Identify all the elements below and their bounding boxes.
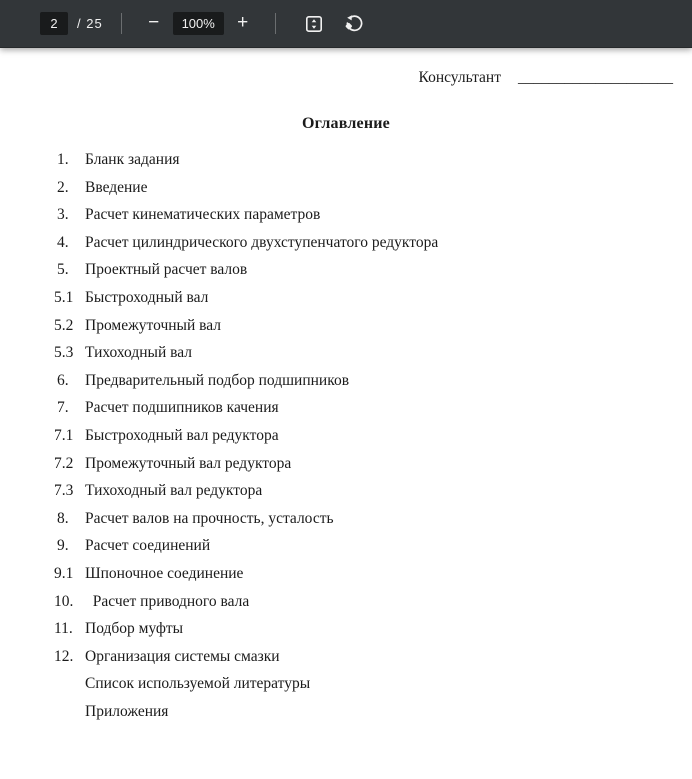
zoom-in-button[interactable]: + (229, 10, 257, 38)
toc-item-number: 9.1 (54, 564, 74, 582)
pdf-toolbar (0, 0, 692, 48)
toolbar-separator (275, 13, 276, 34)
toc-item (0, 615, 692, 643)
toc-item-label: Список используемой литературы (85, 675, 311, 693)
toc-item-label: Подбор муфты (85, 620, 184, 638)
toc-item (0, 560, 692, 588)
rotate-counterclockwise-button[interactable] (340, 10, 368, 38)
toc-item-number: 5. (57, 261, 69, 279)
toc-item-label: Быстроходный вал (85, 288, 209, 306)
toc-item-number: 6. (57, 371, 69, 389)
toc-item-label: Расчет кинематических параметров (85, 206, 321, 224)
toc-item (0, 229, 692, 257)
toc-item (0, 146, 692, 174)
toc-item-label: Быстроходный вал редуктора (85, 426, 279, 444)
toc-item (0, 422, 692, 450)
toc-item-label: Тихоходный вал (85, 344, 192, 362)
zoom-out-button[interactable]: − (140, 10, 168, 38)
toc-item (0, 284, 692, 312)
fit-to-page-icon (304, 14, 324, 34)
toc-item-label: Тихоходный вал редуктора (85, 482, 263, 500)
toc-item-number: 4. (57, 233, 69, 251)
toolbar-separator (121, 13, 122, 34)
toc-item (0, 394, 692, 422)
toc-item-number: 7.2 (54, 454, 74, 472)
zoom-level-display: 100% (173, 12, 224, 35)
toc-item-label: Расчет подшипников качения (85, 399, 279, 417)
toc-list (0, 146, 692, 725)
toc-item-number: 7. (57, 399, 69, 417)
consultant-label: Консультант (418, 69, 501, 86)
toc-item (0, 532, 692, 560)
toc-item-label: Предварительный подбор подшипников (85, 371, 350, 389)
toc-item-label: Приложения (85, 702, 169, 720)
toc-item (0, 256, 692, 284)
toc-item-number: 8. (57, 509, 69, 527)
toc-item-label: Расчет валов на прочность, усталость (85, 509, 334, 527)
page-title: Оглавление (302, 115, 390, 132)
toc-item-number: 7.3 (54, 482, 74, 500)
toc-item-label: Введение (85, 178, 148, 196)
toc-item (0, 367, 692, 395)
toc-item-number: 12. (54, 647, 74, 665)
toc-item-number: 10. (54, 592, 74, 610)
toc-item-number: 11. (54, 620, 73, 638)
page-count-label: / 25 (77, 16, 103, 31)
toc-item-number: 2. (57, 178, 69, 196)
rotate-counterclockwise-icon (344, 14, 364, 34)
toc-item (0, 339, 692, 367)
toc-item-label: Расчет соединений (85, 537, 211, 555)
toc-item (0, 477, 692, 505)
toc-item (0, 670, 692, 698)
signature-line: ____________________ (518, 69, 673, 86)
toc-item (0, 174, 692, 202)
pdf-page (0, 48, 692, 779)
consultant-row (0, 69, 692, 93)
toc-item-number: 9. (57, 537, 69, 555)
toc-item-label: Шпоночное соединение (85, 564, 244, 582)
toc-item (0, 698, 692, 726)
toc-item-label: Расчет цилиндрического двухступенчатого редуктора (85, 233, 439, 251)
toc-item-number: 1. (57, 151, 69, 168)
toc-item (0, 201, 692, 229)
toc-item-label: Расчет приводного вала (85, 592, 250, 610)
fit-to-page-button[interactable] (300, 10, 328, 38)
toc-item-number: 5.2 (54, 316, 74, 334)
toc-item-number: 5.1 (54, 288, 74, 306)
toc-item (0, 588, 692, 616)
toc-item-number: 5.3 (54, 344, 74, 362)
toc-item-label: Промежуточный вал (85, 316, 222, 334)
toc-item (0, 643, 692, 671)
toc-item-number: 7.1 (54, 426, 74, 444)
toc-item (0, 312, 692, 340)
toc-item-number: 3. (57, 206, 69, 224)
toc-item (0, 505, 692, 533)
toc-item-label: Проектный расчет валов (85, 261, 248, 279)
toc-item (0, 450, 692, 478)
toc-item-label: Бланк задания (85, 151, 180, 168)
toc-item-label: Промежуточный вал редуктора (85, 454, 292, 472)
page-number-input[interactable] (40, 12, 68, 35)
toc-item-label: Организация системы смазки (85, 647, 280, 665)
